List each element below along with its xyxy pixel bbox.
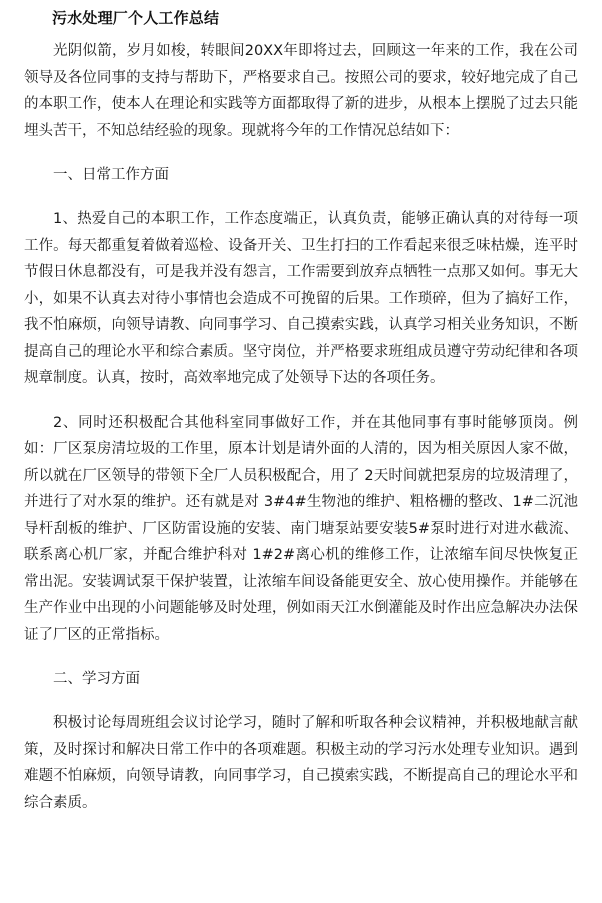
- document-title: 污水处理厂个人工作总结: [52, 9, 220, 27]
- intro-paragraph: 光阴似箭，岁月如梭，转眼间20XX年即将过去，回顾这一年来的工作，我在公司领导及各位同事的支持与帮助下，严格要求自己。按照公司的要求，较好地完成了自己的本职工作，使本人在理论和实践等方面都取得了新的进步，从根本上摆脱了过去只能埋头苦干，不知总结经验的现象。现就将今年的工作情况总结如下：: [24, 43, 578, 139]
- daily-work-paragraph-2: 2、同时还积极配合其他科室同事做好工作，并在其他同事有事时能够顶岗。例如：厂区泵房清垃圾的工作里，原本计划是请外面的人清的，因为相关原因人家不做，所以就在厂区领导的带领下全厂人员积极配合，用了 2天时间就把泵房的垃圾清理了，并进行了对水泵的维护。还有就是对 3#4#生物池的维护、粗格栅的整改、1#二沉池导杆刮板的维护、厂区防雷设施的安装、南门塘泵站要安装5#泵时进行对进水截流、联系离心机厂家，并配合维护科对 1#2#离心机的维修工作，让浓缩车间尽快恢复正常出泥。安装调试泵干保护装置，让浓缩车间设备能更安全、放心使用操作。并能够在生产作业中出现的小问题能够及时处理，例如雨天江水倒灌能及时作出应急解决办法保证了厂区的正常指标。: [24, 414, 578, 643]
- section-heading-study: 二、学习方面: [53, 671, 140, 687]
- study-paragraph: 积极讨论每周班组会议讨论学习，随时了解和听取各种会议精神，并积极地献言献策，及时探讨和解决日常工作中的各项难题。积极主动的学习污水处理专业知识。遇到难题不怕麻烦，向领导请教，向同事学习，自己摸索实践，不断提高自己的理论水平和综合素质。: [24, 715, 578, 811]
- daily-work-paragraph-1: 1、热爱自己的本职工作，工作态度端正，认真负责，能够正确认真的对待每一项工作。每天都重复着做着巡检、设备开关、卫生打扫的工作看起来很乏味枯燥，连平时节假日休息都没有，可是我并没有怨言，工作需要到放弃点牺牲一点那又如何。事无大小，如果不认真去对待小事情也会造成不可挽留的后果。工作琐碎，但为了搞好工作，我不怕麻烦，向领导请教、向同事学习、自己摸索实践，认真学习相关业务知识，不断提高自己的理论水平和综合素质。坚守岗位，并严格要求班组成员遵守劳动纪律和各项规章制度。认真，按时，高效率地完成了处领导下达的各项任务。: [24, 211, 578, 386]
- section-heading-daily-work: 一、日常工作方面: [53, 167, 169, 183]
